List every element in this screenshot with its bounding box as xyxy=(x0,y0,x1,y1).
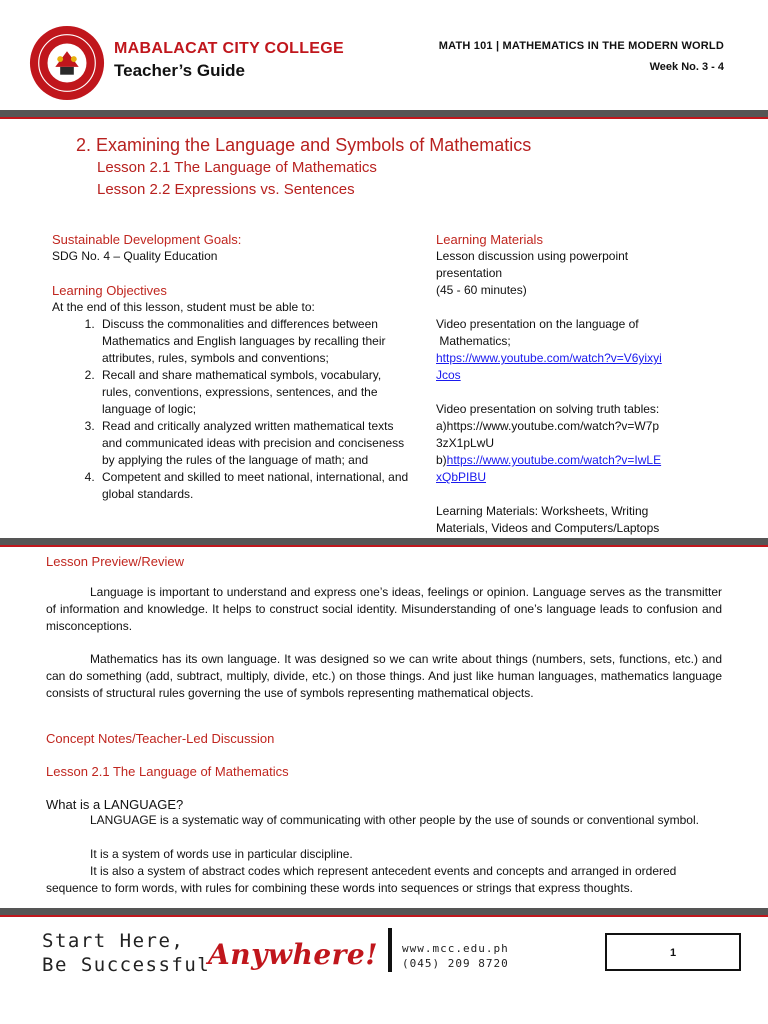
preview-paragraph-1: Language is important to understand and express one’s ideas, feelings or opinion. Language serves as the transmitter of information and knowledge. It helps to construct social identity. Misunderstanding of one’s language leads to confusion and misconceptions. xyxy=(46,585,722,633)
page-number: 1 xyxy=(669,947,677,959)
youtube-link-1-cont[interactable]: Jcos xyxy=(436,368,461,382)
preview-heading: Lesson Preview/Review xyxy=(46,554,185,569)
question-heading: What is a LANGUAGE? xyxy=(46,797,184,812)
materials-heading: Learning Materials xyxy=(436,232,543,247)
concept-heading: Concept Notes/Teacher-Led Discussion xyxy=(46,731,275,746)
materials-line: Lesson discussion using powerpoint xyxy=(436,249,629,263)
header-divider-accent xyxy=(0,117,768,119)
section-divider-accent xyxy=(0,545,768,547)
objectives-heading: Learning Objectives xyxy=(52,283,167,298)
sdg-value: SDG No. 4 – Quality Education xyxy=(52,249,218,263)
definition-1: LANGUAGE is a systematic way of communicating with other people by the use of sounds or conventional symbol. xyxy=(90,813,699,827)
materials-line: (45 - 60 minutes) xyxy=(436,283,527,297)
materials-list-line: Learning Materials: Worksheets, Writing xyxy=(436,504,649,518)
truth-table-link-a: a)https://www.youtube.com/watch?v=W7p xyxy=(436,419,660,433)
website-address: www.mcc.edu.ph xyxy=(402,942,509,955)
truth-table-link-a-cont: 3zX1pLwU xyxy=(436,436,495,450)
footer-divider-accent xyxy=(0,915,768,917)
lesson-heading: Lesson 2.1 The Language of Mathematics xyxy=(46,764,289,779)
video-line: Mathematics; xyxy=(436,334,511,348)
slogan-anywhere: Anywhere! xyxy=(208,938,378,971)
youtube-link-2[interactable]: https://www.youtube.com/watch?v=IwLE xyxy=(446,453,662,467)
video-line: Video presentation on the language of xyxy=(436,317,639,331)
left-column xyxy=(52,231,412,503)
course-title: MATH 101 | MATHEMATICS IN THE MODERN WORLD xyxy=(438,40,724,52)
footer-divider xyxy=(0,908,768,915)
document-type: Teacher’s Guide xyxy=(114,61,246,80)
lesson-title-1: Lesson 2.1 The Language of Mathematics xyxy=(97,159,377,176)
materials-line: presentation xyxy=(436,266,503,280)
chapter-title: 2. Examining the Language and Symbols of Mathematics xyxy=(76,135,532,155)
youtube-link-1[interactable]: https://www.youtube.com/watch?v=V6yixyi xyxy=(436,351,662,365)
footer-separator xyxy=(388,928,392,972)
section-divider xyxy=(0,538,768,545)
objective-item: 1. Discuss the commonalities and differences between Mathematics and English languages by recalling their attributes, rules, symbols and conventions; xyxy=(98,316,412,367)
objective-item: 2. Recall and share mathematical symbols, vocabulary, rules, conventions, expressions, sentences, and the language of logic; xyxy=(98,367,412,418)
right-column xyxy=(436,231,736,537)
youtube-link-2-cont[interactable]: xQbPIBU xyxy=(436,470,487,484)
lesson-title-2: Lesson 2.2 Expressions vs. Sentences xyxy=(97,181,355,198)
week-number: Week No. 3 - 4 xyxy=(649,61,724,73)
definition-2: It is a system of words use in particular discipline. xyxy=(90,847,353,861)
page-number-box xyxy=(605,933,741,971)
slogan-line-1: Start Here, xyxy=(42,930,185,952)
objective-item: 4. Competent and skilled to meet national, international, and global standards. xyxy=(98,469,412,503)
truth-table-line: Video presentation on solving truth tables: xyxy=(436,402,660,416)
definition-3: It is also a system of abstract codes which represent antecedent events and concepts and arranged in ordered sequence to form words, with rules for combining these words into sequences or strings that express thoughts. xyxy=(46,864,677,895)
objectives-list xyxy=(52,316,412,503)
sdg-heading: Sustainable Development Goals: xyxy=(52,232,242,247)
link-prefix: b) xyxy=(436,453,447,467)
slogan-line-2: Be Successful xyxy=(42,954,211,976)
header-divider xyxy=(0,110,768,117)
materials-list-line: Materials, Videos and Computers/Laptops xyxy=(436,521,660,535)
college-name: MABALACAT CITY COLLEGE xyxy=(114,40,344,57)
phone-number: (045) 209 8720 xyxy=(402,957,509,970)
college-seal-logo xyxy=(28,24,106,102)
objectives-intro: At the end of this lesson, student must be able to: xyxy=(52,300,315,314)
objective-item: 3. Read and critically analyzed written mathematical texts and communicated ideas with precision and conciseness by applying the rules of the language of math; and xyxy=(98,418,412,469)
preview-paragraph-2: Mathematics has its own language. It was designed so we can write about things (numbers, sets, functions, etc.) and can do something (add, subtract, multiply, divide, etc.) on those things. And just like human languages, mathematics language consists of structural rules governing the use of symbols representing mathematical objects. xyxy=(46,652,722,700)
